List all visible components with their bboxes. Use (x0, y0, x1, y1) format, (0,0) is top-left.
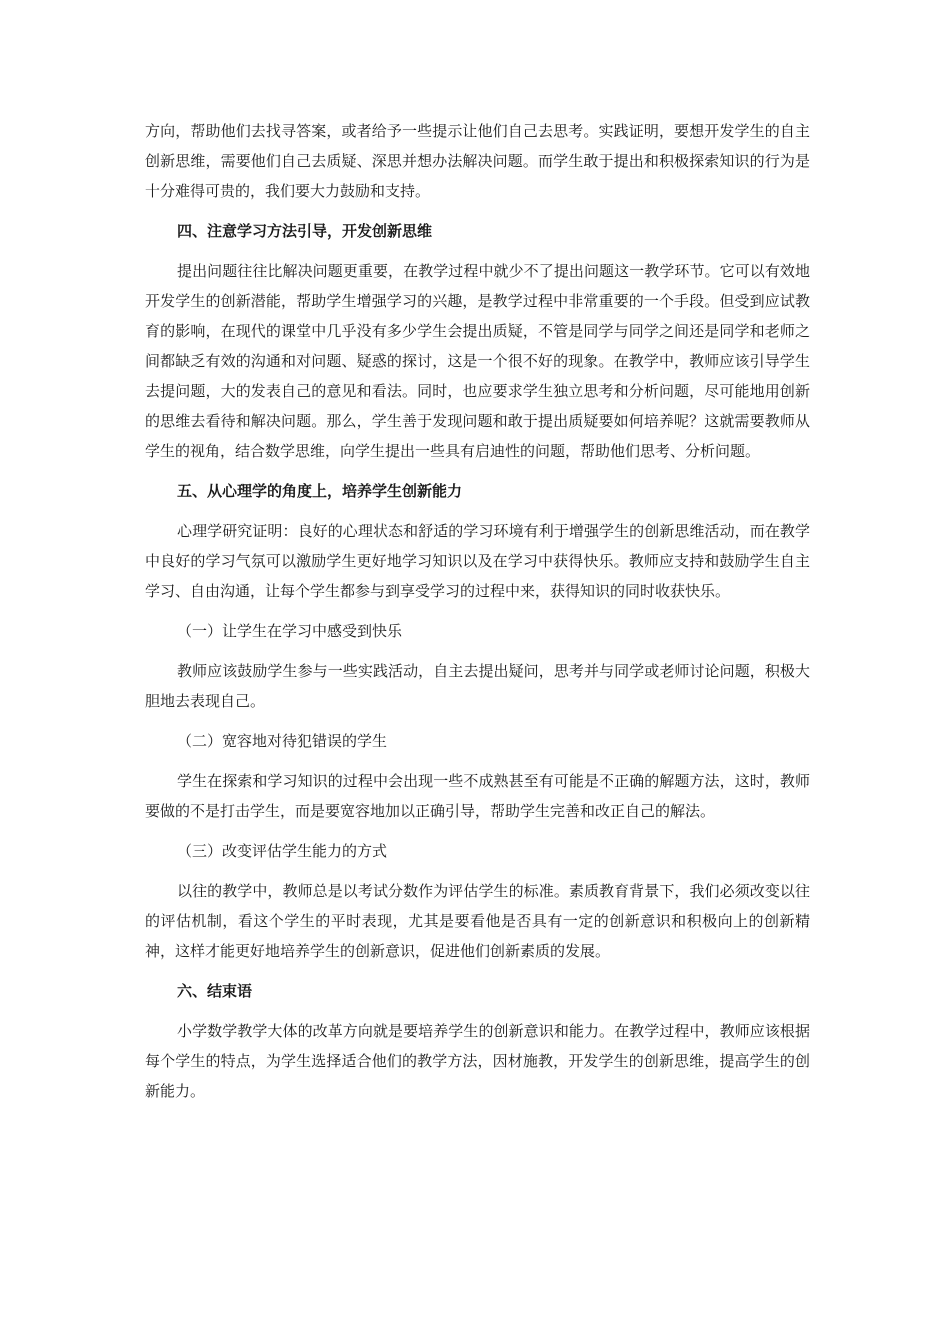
paragraph-subsection-2: 学生在探索和学习知识的过程中会出现一些不成熟甚至有可能是不正确的解题方法，这时，教师要做的不是打击学生，而是要宽容地加以正确引导，帮助学生完善和改正自己的解法。 (145, 772, 810, 820)
section-heading-6: 六、结束语 (177, 982, 253, 1000)
paragraph-subsection-3: 以往的教学中，教师总是以考试分数作为评估学生的标准。素质教育背景下，我们必须改变以往的评估机制，看这个学生的平时表现，尤其是要看他是否具有一定的创新意识和积极向上的创新精神，这样才能更好地培养学生的创新意识，促进他们创新素质的发展。 (145, 882, 810, 960)
subsection-heading-2: （二）宽容地对待犯错误的学生 (177, 732, 388, 750)
paragraph-conclusion: 小学数学教学大体的改革方向就是要培养学生的创新意识和能力。在教学过程中，教师应该根据每个学生的特点，为学生选择适合他们的教学方法，因材施教，开发学生的创新思维，提高学生的创新能力。 (145, 1022, 810, 1100)
section-heading-5: 五、从心理学的角度上，培养学生创新能力 (177, 482, 463, 500)
paragraph-intro-continuation: 方向，帮助他们去找寻答案，或者给予一些提示让他们自己去思考。实践证明，要想开发学生的自主创新思维，需要他们自己去质疑、深思并想办法解决问题。而学生敢于提出和积极探索知识的行为是十分难得可贵的，我们要大力鼓励和支持。 (145, 122, 810, 200)
section-heading-4: 四、注意学习方法引导，开发创新思维 (177, 222, 433, 240)
document-body (145, 116, 810, 1116)
paragraph-section-4: 提出问题往往比解决问题更重要，在教学过程中就少不了提出问题这一教学环节。它可以有效地开发学生的创新潜能，帮助学生增强学习的兴趣，是教学过程中非常重要的一个手段。但受到应试教育的影响，在现代的课堂中几乎没有多少学生会提出质疑，不管是同学与同学之间还是同学和老师之间都缺乏有效的沟通和对问题、疑惑的探讨，这是一个很不好的现象。在教学中，教师应该引导学生去提问题，大的发表自己的意见和看法。同时，也应要求学生独立思考和分析问题，尽可能地用创新的思维去看待和解决问题。那么，学生善于发现问题和敢于提出质疑要如何培养呢？这就需要教师从学生的视角，结合数学思维，向学生提出一些具有启迪性的问题，帮助他们思考、分析问题。 (145, 262, 810, 460)
subsection-heading-3: （三）改变评估学生能力的方式 (177, 842, 388, 860)
paragraph-section-5: 心理学研究证明：良好的心理状态和舒适的学习环境有利于增强学生的创新思维活动，而在教学中良好的学习气氛可以激励学生更好地学习知识以及在学习中获得快乐。教师应支持和鼓励学生自主学习、自由沟通，让每个学生都参与到享受学习的过程中来，获得知识的同时收获快乐。 (145, 522, 810, 600)
paragraph-subsection-1: 教师应该鼓励学生参与一些实践活动，自主去提出疑问，思考并与同学或老师讨论问题，积极大胆地去表现自己。 (145, 662, 810, 710)
subsection-heading-1: （一）让学生在学习中感受到快乐 (177, 622, 403, 640)
